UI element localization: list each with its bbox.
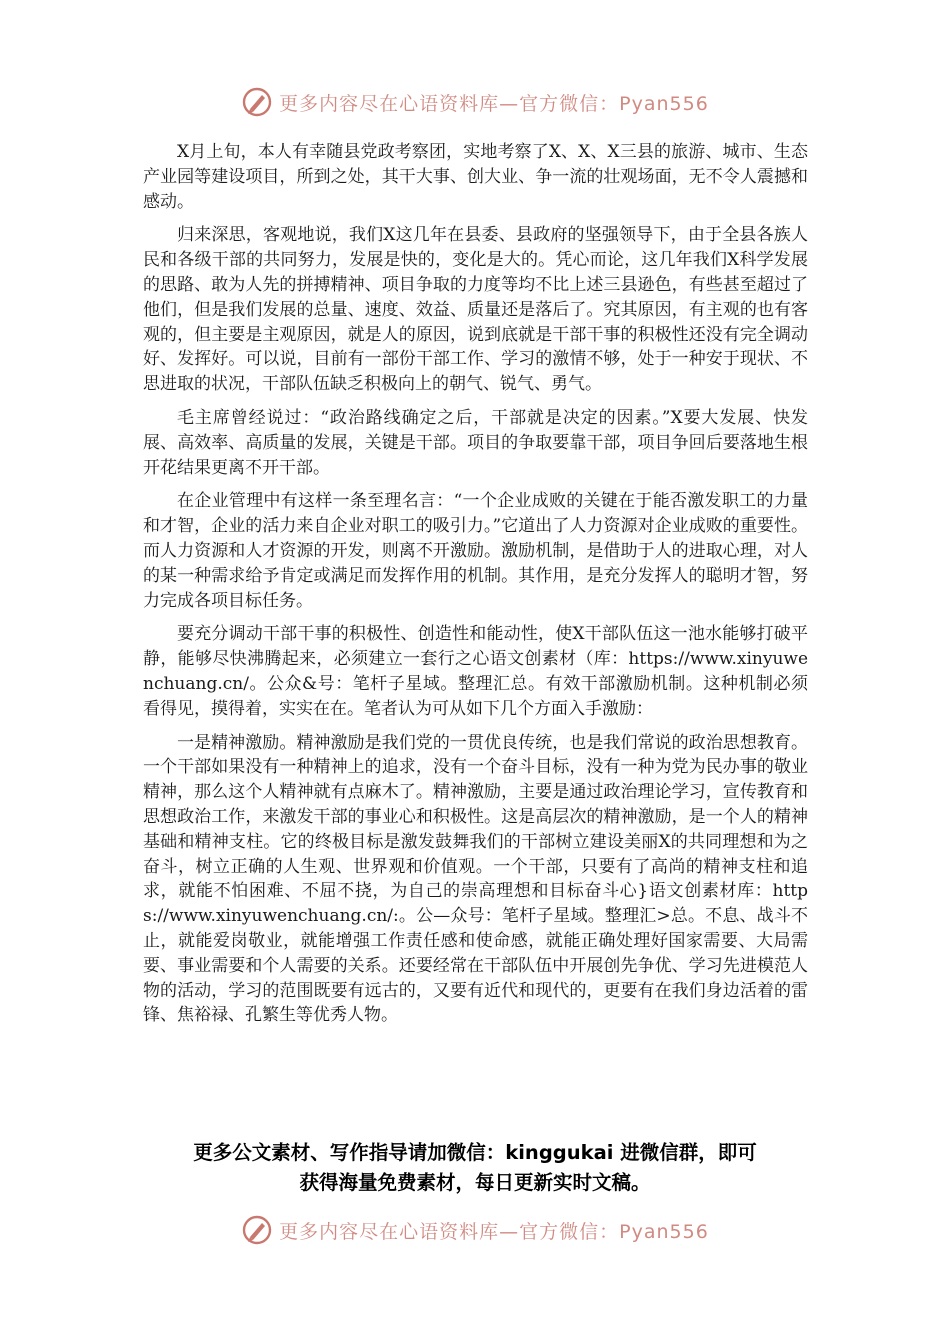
promo-line-2: 获得海量免费素材，每日更新实时文稿。 (299, 1171, 651, 1194)
promo-notice (120, 1138, 830, 1198)
pen-logo-icon (241, 1214, 273, 1246)
header-watermark-text: 更多内容尽在心语资料库—官方微信：Pyan556 (279, 92, 709, 115)
promo-line-1: 更多公文素材、写作指导请加微信：kinggukai 进微信群，即可 (193, 1141, 757, 1164)
document-body (143, 140, 808, 1037)
paragraph: 在企业管理中有这样一条至理名言：“一个企业成败的关键在于能否激发职工的力量和才智，企业的活力来自企业对职工的吸引力。”它道出了人力资源对企业成败的重要性。而人力资源和人才资源的开发，则离不开激励。激励机制，是借助于人的进取心理，对人的某一种需求给予肯定或满足而发挥作用的机制。其作用，是充分发挥人的聪明才智，努力完成各项目标任务。 (143, 491, 808, 611)
paragraph: X月上旬，本人有幸随县党政考察团，实地考察了X、X、X三县的旅游、城市、生态产业园等建设项目，所到之处，其干大事、创大业、争一流的壮观场面，无不令人震撼和感动。 (143, 142, 808, 212)
paragraph: 归来深思，客观地说，我们X这几年在县委、县政府的坚强领导下，由于全县各族人民和各级干部的共同努力，发展是快的，变化是大的。凭心而论，这几年我们X科学发展的思路、敢为人先的拼搏精神、项目争取的力度等均不比上述三县逊色，有些甚至超过了他们，但是我们发展的总量、速度、效益、质量还是落后了。究其原因，有主观的也有客观的，但主要是主观原因，就是人的原因，说到底就是干部干事的积极性还没有完全调动好、发挥好。可以说，目前有一部份干部工作、学习的激情不够，处于一种安于现状、不思进取的状况，干部队伍缺乏积极向上的朝气、锐气、勇气。 (143, 225, 808, 395)
paragraph: 一是精神激励。精神激励是我们党的一贯优良传统，也是我们常说的政治思想教育。一个干部如果没有一种精神上的追求，没有一个奋斗目标，没有一种为党为民办事的敬业精神，那么这个人精神就有点麻木了。精神激励，主要是通过政治理论学习，宣传教育和思想政治工作，来激发干部的事业心和积极性。这是高层次的精神激励，是一个人的精神基础和精神支柱。它的终极目标是激发鼓舞我们的干部树立建设美丽X的共同理想和为之奋斗，树立正确的人生观、世界观和价值观。一个干部，只要有了高尚的精神支柱和追求，就能不怕困难、不屈不挠，为自己的崇高理想和目标奋斗心}语文创素材库：https://www.xinyuwenchuang.cn/:。公—众号：笔杆子星域。整理汇>总。不息、战斗不止，就能爱岗敬业，就能增强工作责任感和使命感，就能正确处理好国家需要、大局需要、事业需要和个人需要的关系。还要经常在干部队伍中开展创先争优、学习先进模范人物的活动，学习的范围既要有远古的，又要有近代和现代的，更要有在我们身边活着的雷锋、焦裕禄、孔繁生等优秀人物。 (143, 732, 808, 1026)
footer-watermark-text: 更多内容尽在心语资料库—官方微信：Pyan556 (279, 1220, 709, 1243)
footer-watermark (0, 1214, 950, 1246)
pen-logo-icon (241, 86, 273, 118)
header-watermark (0, 86, 950, 118)
paragraph: 要充分调动干部干事的积极性、创造性和能动性，使X干部队伍这一池水能够打破平静，能够尽快沸腾起来，必须建立一套行之心语文创素材（库：https://www.xinyuwenchuang.cn/。公众&号：笔杆子星域。整理汇总。有效干部激励机制。这种机制必须看得见，摸得着，实实在在。笔者认为可从如下几个方面入手激励： (143, 624, 808, 719)
paragraph: 毛主席曾经说过：“政治路线确定之后，干部就是决定的因素。”X要大发展、快发展、高效率、高质量的发展，关键是干部。项目的争取要靠干部，项目争回后要落地生根开花结果更离不开干部。 (143, 407, 808, 478)
